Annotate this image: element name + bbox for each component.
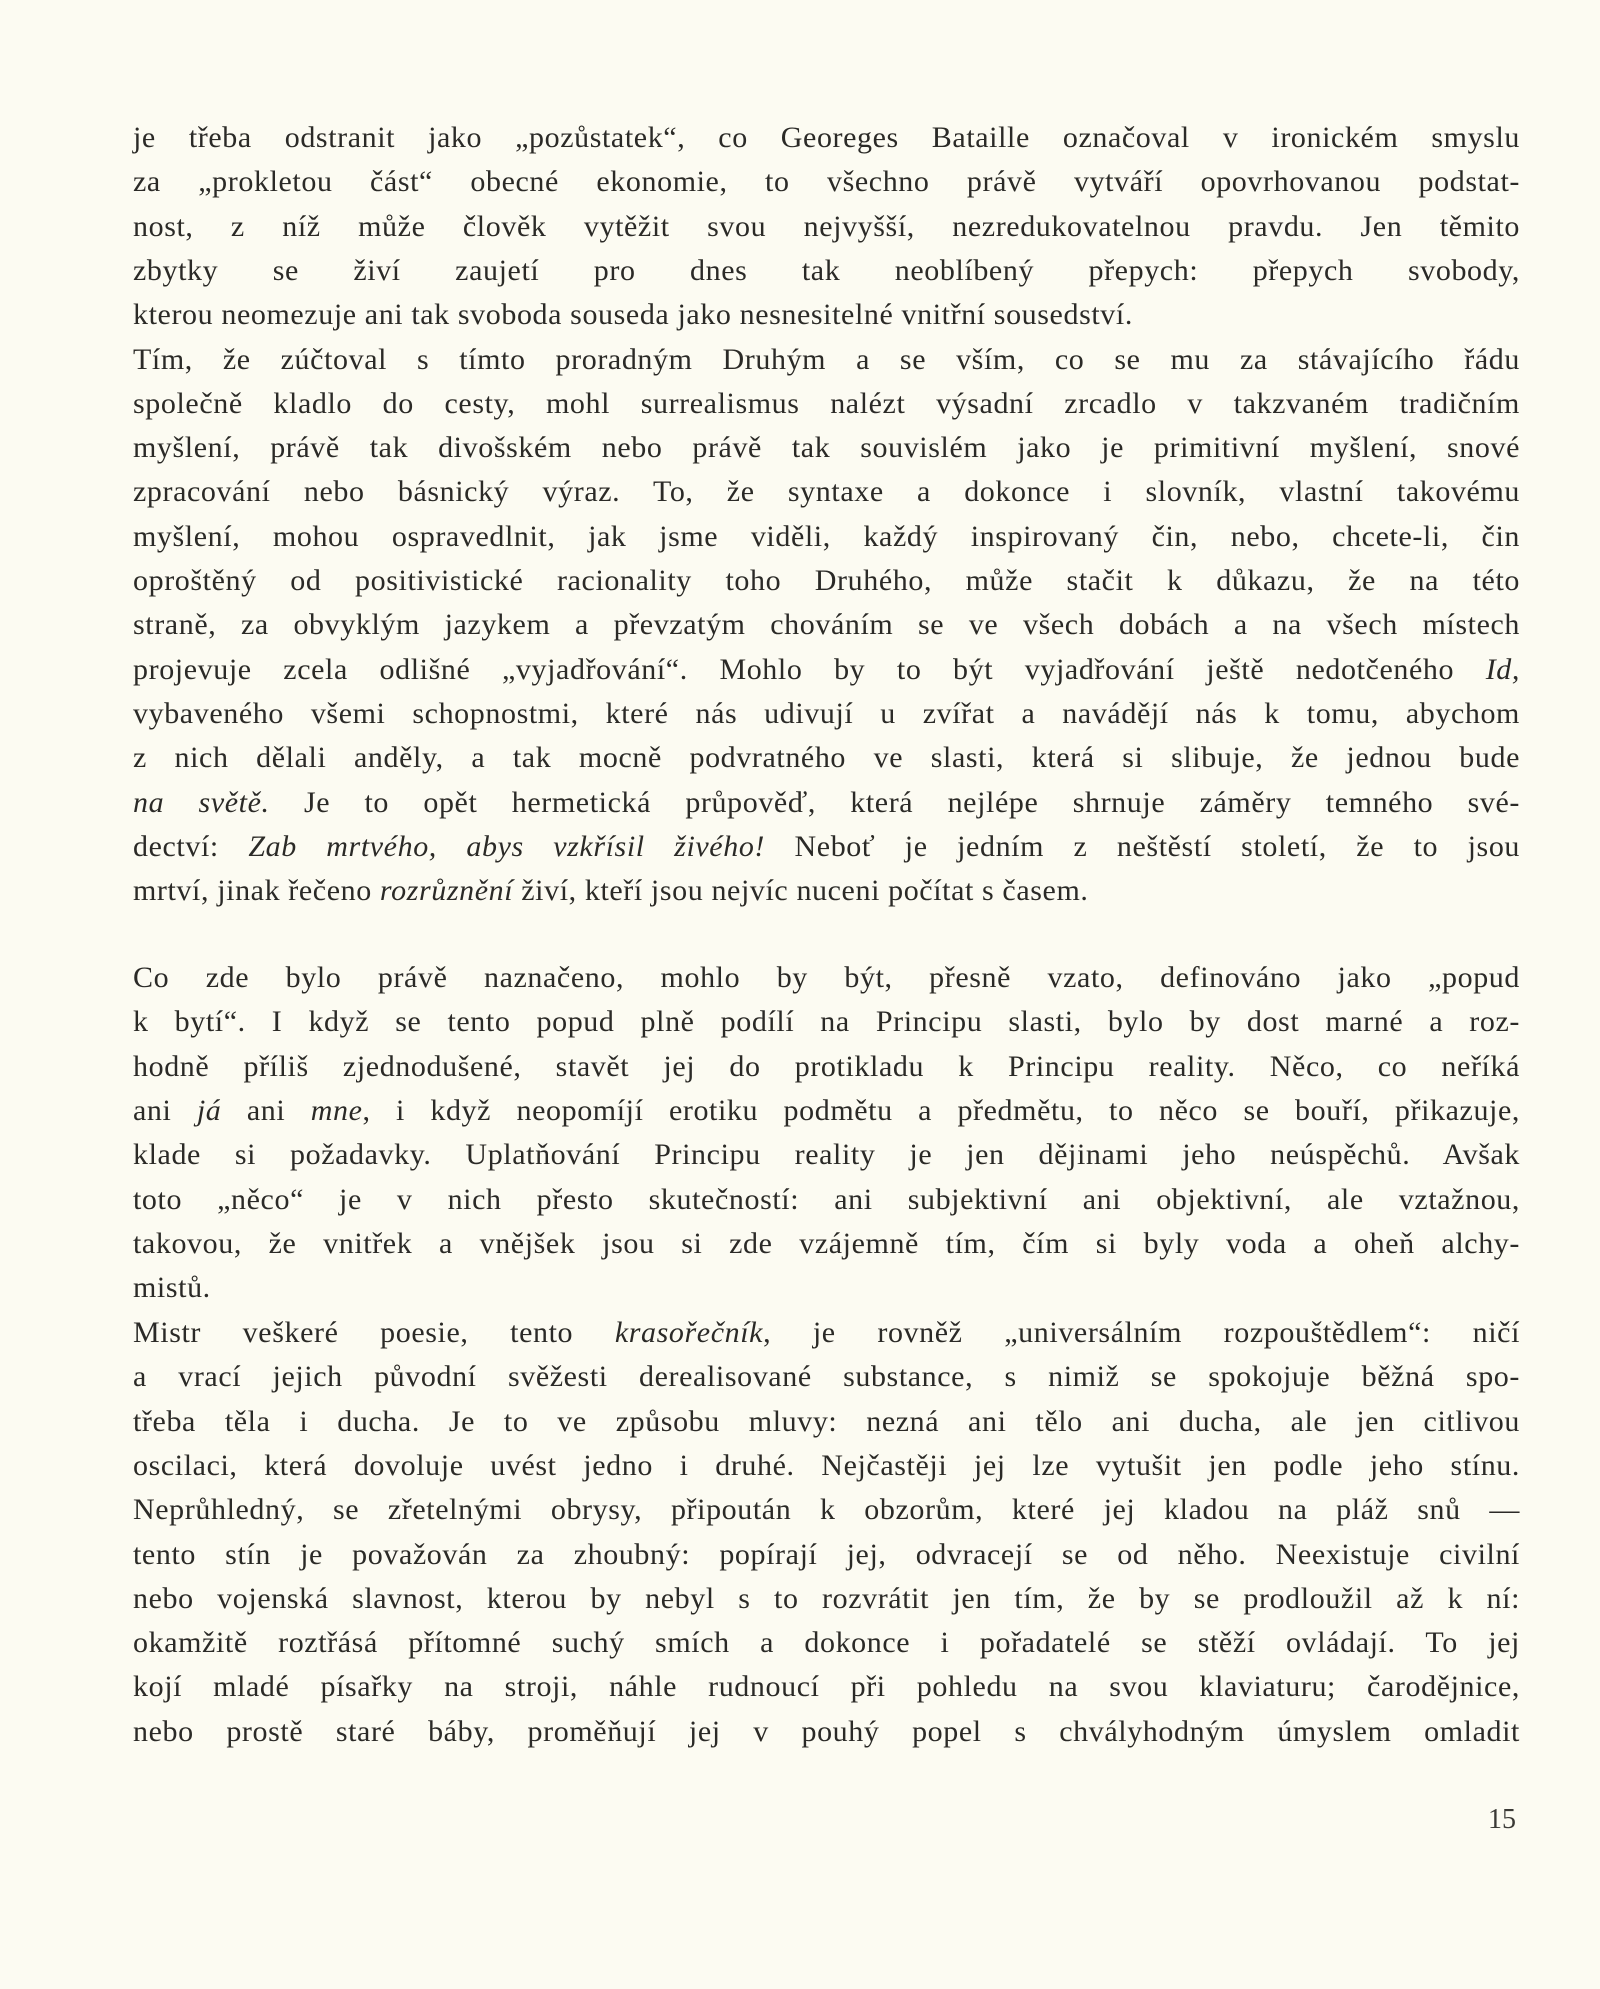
text-segment: oproštěný od positivistické racionality toho Druhého, může stačit k důkazu, že na této [133, 564, 1520, 597]
text-segment: společně kladlo do cesty, mohl surrealismus nalézt výsadní zrcadlo v takzvaném tradičním [133, 386, 1520, 420]
text-line [133, 603, 1520, 647]
text-line [133, 1355, 1520, 1399]
text-line [133, 1311, 1520, 1355]
text-segment: straně, za obvyklým jazykem a převzatým chováním se ve všech dobách a na všech místech [133, 608, 1520, 642]
text-segment: živí, kteří jsou nejvíc nuceni počítat s časem. [513, 874, 1089, 908]
text-line [133, 1266, 1520, 1310]
text-line [133, 869, 1520, 913]
text-segment: z nich dělali anděly, a tak mocně podvratného ve slasti, která si slibuje, že jednou bude [133, 741, 1520, 775]
text-line [133, 1444, 1520, 1488]
text-segment: Neboť je jedním z neštěstí století, že to jsou [765, 829, 1521, 863]
text-line [133, 1488, 1520, 1532]
italic-text: mne [310, 1093, 363, 1127]
italic-text: krasořečník [614, 1316, 764, 1349]
text-segment: okamžitě roztřásá přítomné suchý smích a dokonce i pořadatelé se stěží ovládají. To jej [133, 1626, 1520, 1660]
text-line [133, 1045, 1520, 1089]
text-segment: , i když neopomíjí erotiku podmětu a předmětu, to něco se bouří, přikazuje, [362, 1093, 1520, 1127]
text-segment: třeba těla i ducha. Je to ve způsobu mluvy: nezná ani tělo ani ducha, ale jen citlivou [133, 1404, 1520, 1438]
text-segment: ani [133, 1093, 197, 1127]
text-segment: hodně příliš zjednodušené, stavět jej do protikladu k Principu reality. Něco, co neříká [133, 1049, 1520, 1083]
italic-text: Id, [1485, 652, 1520, 686]
text-segment: myšlení, mohou ospravedlnit, jak jsme viděli, každý inspirovaný čin, nebo, chcete-li, čin [133, 519, 1520, 553]
text-line [133, 1133, 1520, 1177]
text-segment: klade si požadavky. Uplatňování Principu reality je jen dějinami jeho neúspěchů. Avšak [133, 1138, 1520, 1172]
text-line [133, 205, 1520, 249]
text-segment: mrtví, jinak řečeno [133, 874, 380, 908]
text-segment: kterou neomezuje ani tak svoboda souseda jako nesnesitelné vnitřní sousedství. [133, 298, 1133, 332]
text-segment: Mistr veškeré poesie, tento [133, 1316, 615, 1349]
text-line [133, 1000, 1520, 1044]
text-line [133, 515, 1520, 559]
text-line [133, 382, 1520, 426]
text-line [133, 1178, 1520, 1222]
italic-text: rozrůznění [379, 874, 514, 908]
text-line [133, 160, 1520, 204]
page-number: 15 [1488, 1804, 1516, 1835]
text-segment: , je rovněž „universálním rozpouštědlem“: ničí [763, 1316, 1521, 1349]
text-line [133, 1400, 1520, 1444]
text-segment: nost, z níž může člověk vytěžit svou nejvyšší, nezredukovatelnou pravdu. Jen těmito [133, 209, 1520, 243]
text-line [133, 338, 1520, 382]
text-line [133, 116, 1520, 160]
text-segment: a vrací jejich původní svěžesti derealisované substance, s nimiž se spokojuje běžná spo- [133, 1360, 1520, 1394]
italic-text: já [196, 1093, 222, 1127]
text-segment: dectví: [133, 829, 249, 863]
text-line [133, 470, 1520, 514]
text-segment: Neprůhledný, se zřetelnými obrysy, připoután k obzorům, které jej kladou na pláž snů — [133, 1493, 1520, 1527]
italic-text: Zab mrtvého, abys vzkřísil živého! [248, 829, 766, 863]
text-line [133, 249, 1520, 293]
text-segment: kojí mladé písařky na stroji, náhle rudnoucí při pohledu na svou klaviaturu; čarodějnice, [133, 1670, 1520, 1704]
text-line [133, 426, 1520, 470]
text-segment: Tím, že zúčtoval s tímto proradným Druhým a se vším, co se mu za stávajícího řádu [133, 342, 1520, 376]
text-line [133, 1533, 1520, 1577]
text-segment: za „prokletou část“ obecné ekonomie, to všechno právě vytváří opovrhovanou podstat- [133, 165, 1520, 199]
text-segment: takovou, že vnitřek a vnějšek jsou si zde vzájemně tím, čím si byly voda a oheň alchy- [133, 1226, 1520, 1260]
text-segment: myšlení, právě tak divošském nebo právě tak souvislém jako je primitivní myšlení, snové [133, 431, 1520, 465]
text-line [133, 1222, 1520, 1266]
text-segment: nebo prostě staré báby, proměňují jej v pouhý popel s chvályhodným úmyslem omladit [133, 1714, 1520, 1748]
text-line [133, 1089, 1520, 1133]
text-line [133, 736, 1520, 780]
text-line [133, 559, 1520, 603]
text-line [133, 1577, 1520, 1621]
text-line [133, 293, 1520, 337]
text-line [133, 692, 1520, 736]
text-line [133, 956, 1520, 1000]
text-segment: mistů. [133, 1271, 211, 1305]
text-line [133, 825, 1520, 869]
text-segment: ani [221, 1093, 311, 1127]
text-segment: je třeba odstranit jako „pozůstatek“, co Georeges Bataille označoval v ironickém smyslu [133, 121, 1520, 154]
text-segment: oscilaci, která dovoluje uvést jedno i druhé. Nejčastěji jej lze vytušit jen podle jeho stínu. [133, 1448, 1520, 1482]
text-line [133, 1665, 1520, 1709]
text-line [133, 781, 1520, 825]
text-segment: Je to opět hermetická průpověď, která nejlépe shrnuje záměry temného své- [269, 785, 1521, 819]
text-segment: tento stín je považován za zhoubný: popírají jej, odvracejí se od něho. Neexistuje civilní [133, 1537, 1520, 1571]
italic-text: na světě. [133, 785, 270, 819]
text-line [133, 648, 1520, 692]
text-segment: zbytky se živí zaujetí pro dnes tak neoblíbený přepych: přepych svobody, [133, 253, 1520, 287]
text-segment: vybaveného všemi schopnostmi, které nás udivují u zvířat a navádějí nás k tomu, abychom [133, 696, 1520, 730]
text-segment: toto „něco“ je v nich přesto skutečností: ani subjektivní ani objektivní, ale vztažnou, [133, 1182, 1520, 1216]
text-segment: zpracování nebo básnický výraz. To, že syntaxe a dokonce i slovník, vlastní takovému [133, 475, 1520, 509]
text-line [133, 1621, 1520, 1665]
text-segment: k bytí“. I když se tento popud plně podílí na Principu slasti, bylo by dost marné a roz- [133, 1005, 1520, 1039]
text-segment: projevuje zcela odlišné „vyjadřování“. Mohlo by to být vyjadřování ještě nedotčeného [133, 652, 1486, 686]
text-segment: Co zde bylo právě naznačeno, mohlo by být, přesně vzato, definováno jako „popud [133, 961, 1520, 994]
text-line [133, 1710, 1520, 1754]
text-segment: nebo vojenská slavnost, kterou by nebyl s to rozvrátit jen tím, že by se prodloužil až k ní: [133, 1581, 1520, 1615]
